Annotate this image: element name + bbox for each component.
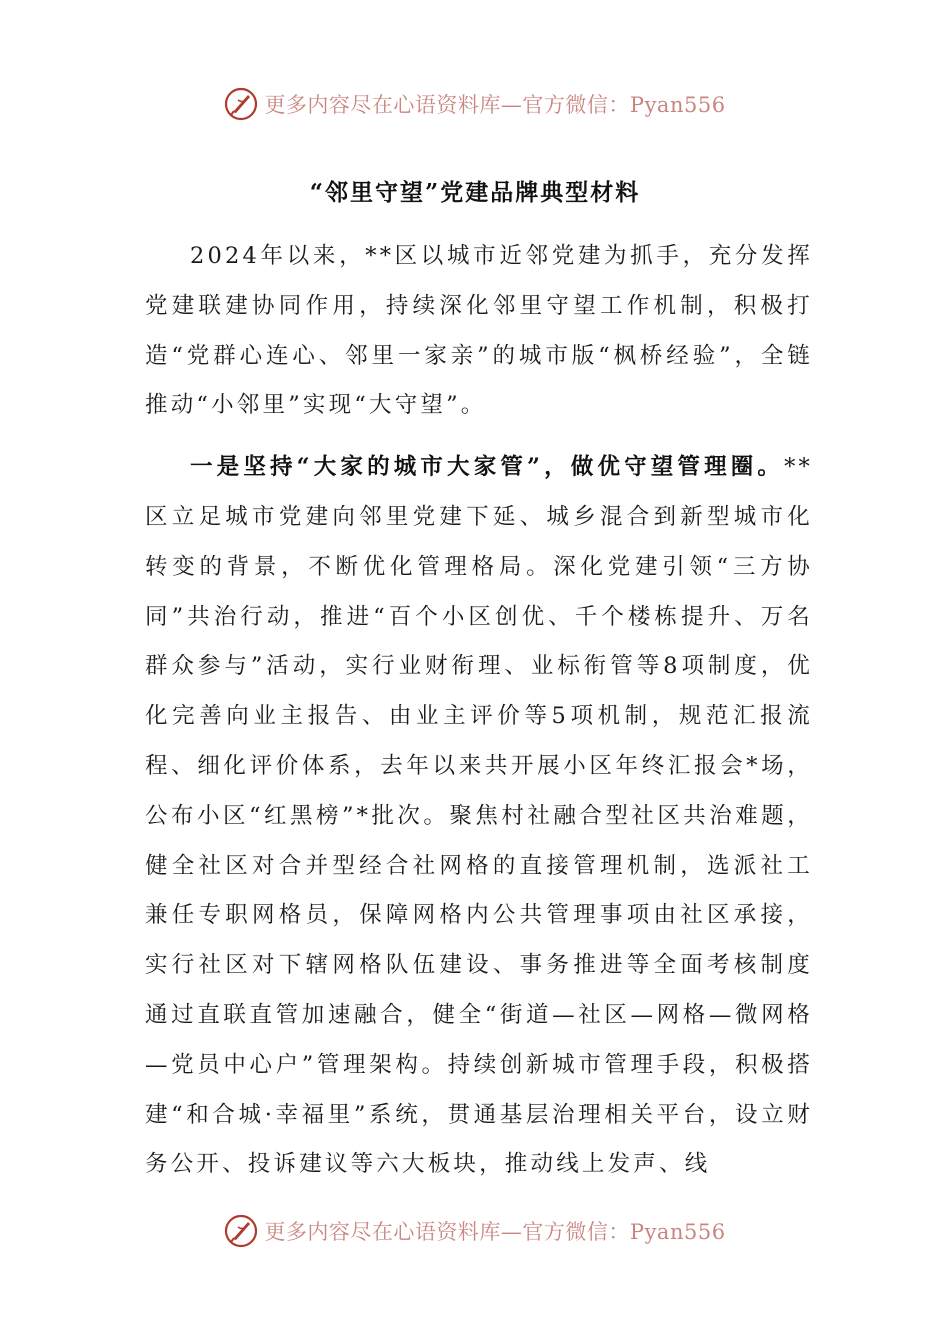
watermark-banner-bottom xyxy=(0,1211,950,1251)
watermark-banner-top xyxy=(0,84,950,124)
paragraph-text: **区立足城市党建向邻里党建下延、城乡混合到新型城市化转变的背景，不断优化管理格局。深化党建引领“三方协同”共治行动，推进“百个小区创优、千个楼栋提升、万名群众参与”活动，实行业财衔理、业标衔管等8项制度，优化完善向业主报告、由业主评价等5项机制，规范汇报流程、细化评价体系，去年以来共开展小区年终汇报会*场，公布小区“红黑榜”*批次。聚焦村社融合型社区共治难题，健全社区对合并型经合社网格的直接管理机制，选派社工兼任专职网格员，保障网格内公共管理事项由社区承接，实行社区对下辖网格队伍建设、事务推进等全面考核制度通过直联直管加速融合，健全“街道—社区—网格—微网格—党员中心户”管理架构。持续创新城市管理手段，积极搭建“和合城·幸福里”系统，贯通基层治理相关平台，设立财务公开、投诉建议等六大板块，推动线上发声、线 xyxy=(145,454,813,1178)
watermark-text: 更多内容尽在心语资料库—官方微信：Pyan556 xyxy=(264,1220,726,1244)
paragraph-text: 2024年以来，**区以城市近邻党建为抓手，充分发挥党建联建协同作用，持续深化邻里守望工作机制，积极打造“党群心连心、邻里一家亲”的城市版“枫桥经验”，全链推动“小邻里”实现“大守望”。 xyxy=(145,243,813,419)
document-title: “邻里守望”党建品牌典型材料 xyxy=(309,179,641,206)
paragraph-point-one xyxy=(145,443,813,1190)
quill-seal-icon xyxy=(224,87,258,121)
paragraph-lead: 一是坚持“大家的城市大家管”，做优守望管理圈。 xyxy=(190,454,785,481)
paragraph-intro xyxy=(145,232,813,431)
document-body xyxy=(145,232,813,1190)
quill-seal-icon xyxy=(224,1214,258,1248)
watermark-text: 更多内容尽在心语资料库—官方微信：Pyan556 xyxy=(264,93,726,117)
